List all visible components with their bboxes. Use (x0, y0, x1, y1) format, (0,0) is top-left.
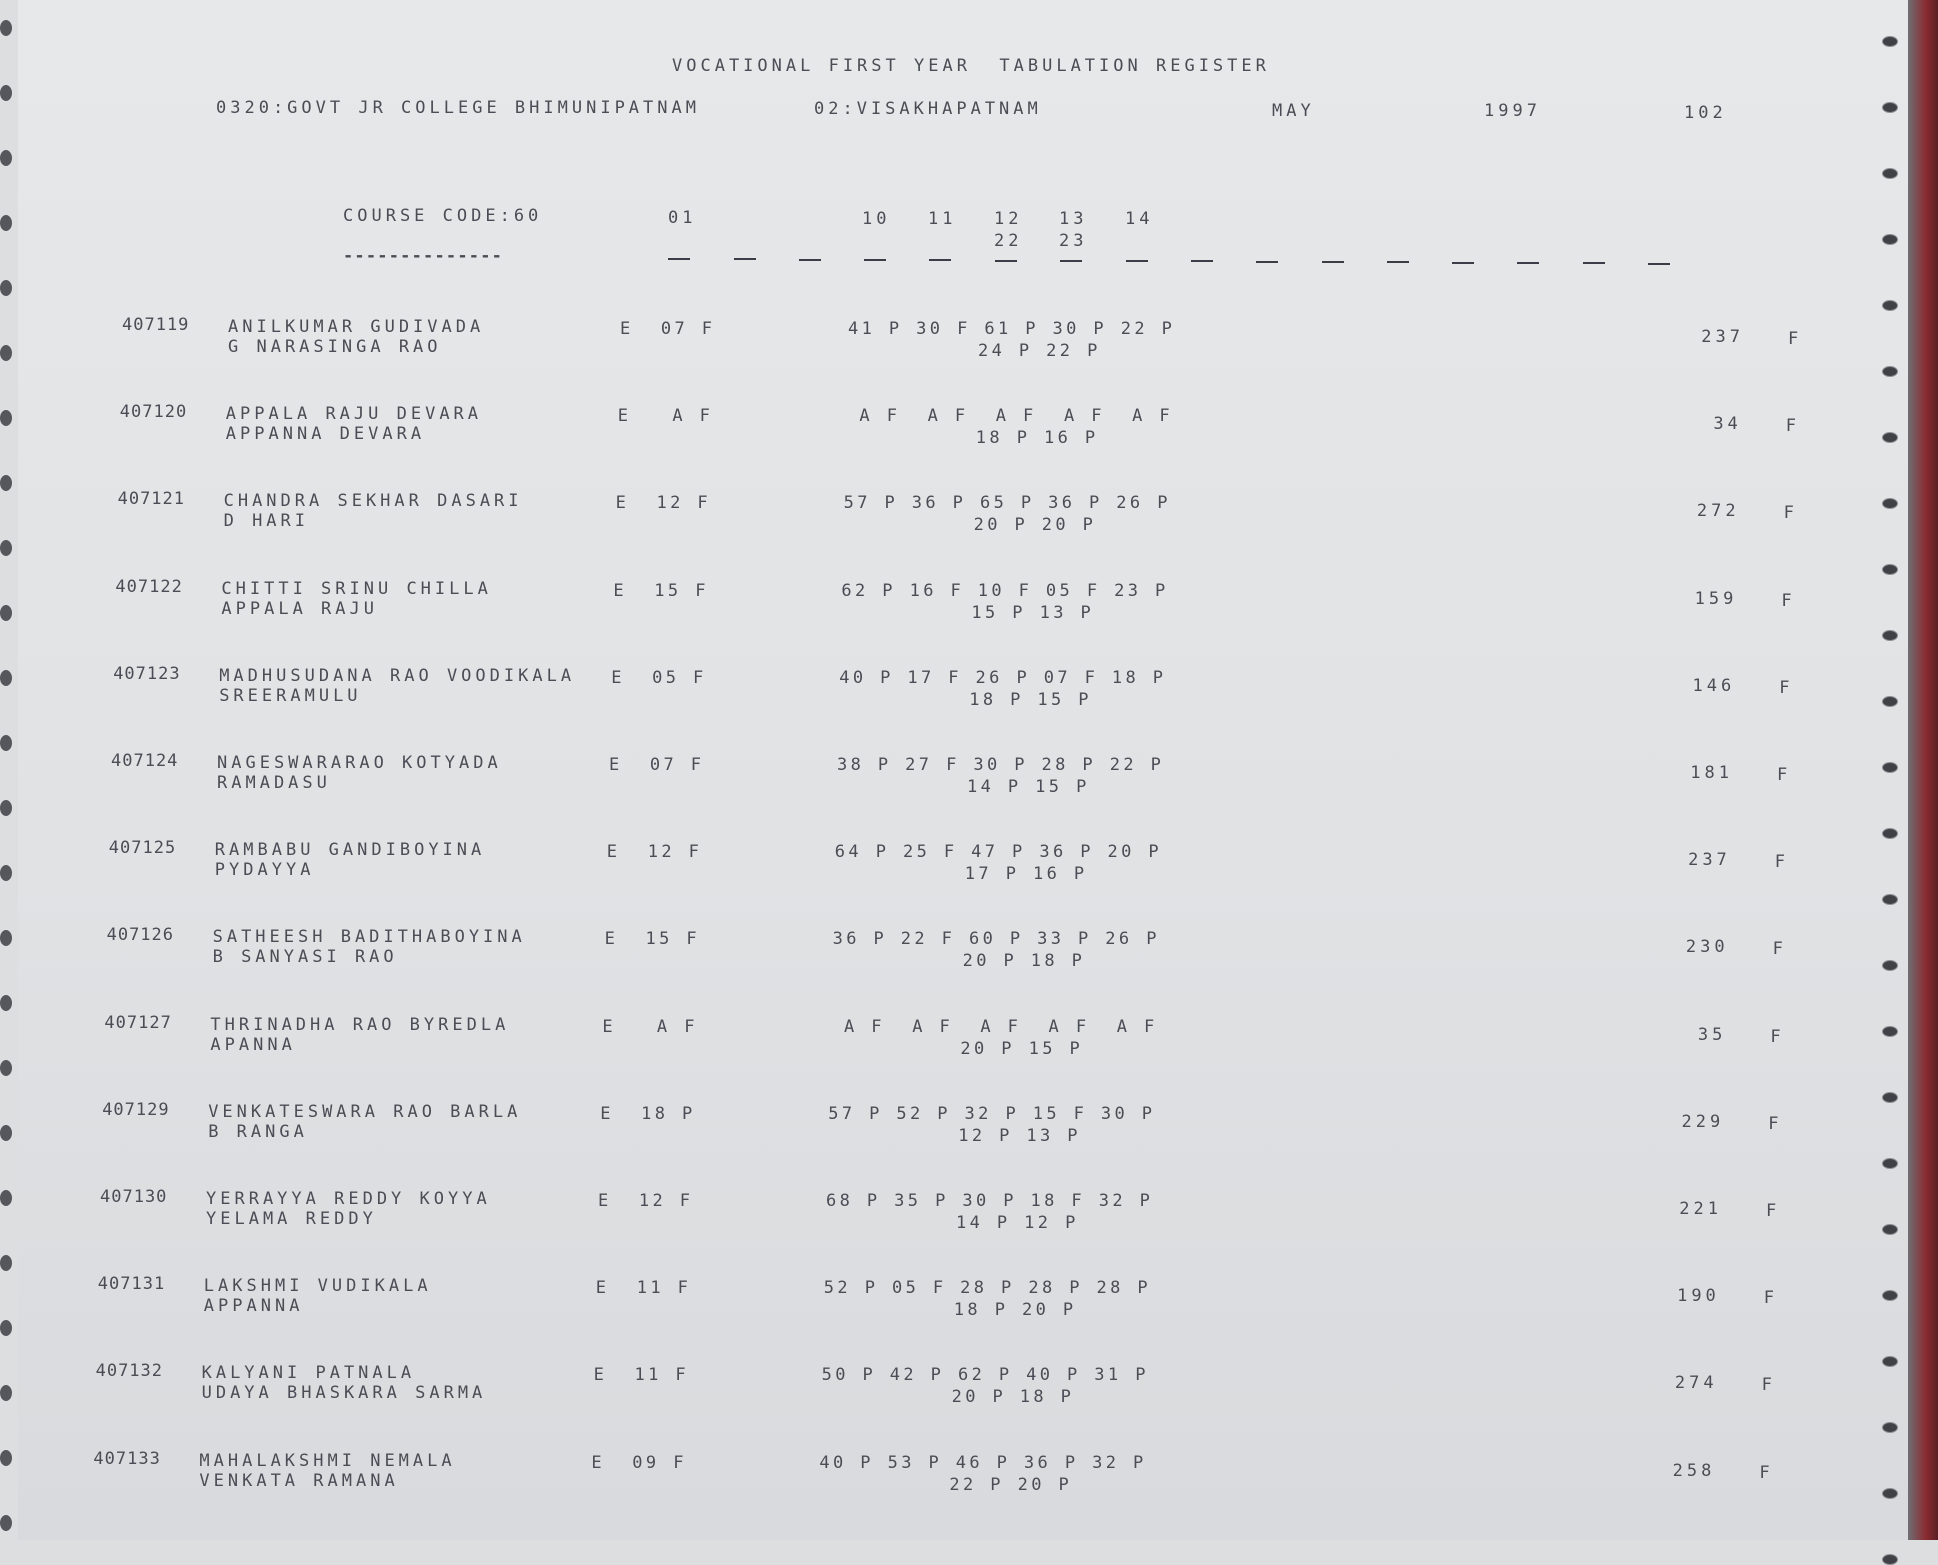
marks-line-2: 20 P 18 P (951, 1387, 1075, 1408)
column-separator-dash (1452, 262, 1474, 264)
right-feed-hole (1882, 696, 1898, 707)
right-feed-hole (1882, 36, 1898, 47)
marks-line-2: 18 P 15 P (969, 689, 1092, 710)
marks-line-2: 20 P 20 P (973, 515, 1097, 536)
marks-line-1: A F A F A F A F A F (830, 1016, 1158, 1037)
parent-name: YELAMA REDDY (206, 1209, 377, 1229)
marks-line-2: 18 P 20 P (953, 1300, 1077, 1321)
col-10: 10 (862, 209, 891, 229)
left-feed-hole (0, 215, 12, 231)
marks-line-2: 24 P 22 P (978, 341, 1101, 361)
marks-line-2: 14 P 12 P (956, 1213, 1079, 1233)
column-separator-dash (1648, 263, 1670, 265)
marks-line-1: 57 P 36 P 65 P 36 P 26 P (843, 493, 1171, 514)
course-code-underline: -------------- (343, 246, 504, 266)
left-feed-hole (0, 20, 12, 36)
total-marks: 274 (1674, 1373, 1718, 1394)
student-name: NAGESWARARAO KOTYADA (217, 753, 502, 773)
marks-line-2: 12 P 13 P (958, 1125, 1081, 1146)
column-separator-dash (864, 259, 886, 261)
left-feed-hole (0, 670, 12, 686)
subject-01-mark: E 12 F (598, 1191, 694, 1211)
roll-number: 407119 (122, 315, 190, 335)
student-name: APPALA RAJU DEVARA (225, 404, 483, 425)
left-feed-hole (0, 1450, 12, 1466)
marks-line-1: 36 P 22 F 60 P 33 P 26 P (832, 929, 1160, 950)
marks-line-1: 50 P 42 P 62 P 40 P 31 P (821, 1365, 1149, 1386)
student-name: MADHUSUDANA RAO VOODIKALA (219, 665, 576, 686)
right-feed-hole (1882, 1554, 1898, 1565)
marks-line-1: 40 P 53 P 46 P 36 P 32 P (819, 1452, 1147, 1473)
marks-line-1: 64 P 25 F 47 P 36 P 20 P (834, 842, 1163, 863)
result-status: F (1781, 590, 1796, 611)
subject-01-mark: E 12 F (606, 842, 703, 863)
marks-line-1: 57 P 52 P 32 P 15 F 30 P (828, 1103, 1156, 1124)
result-status: F (1759, 1462, 1774, 1483)
marks-line-2: 18 P 16 P (975, 428, 1099, 449)
roll-number: 407120 (119, 402, 188, 423)
left-feed-hole (0, 605, 12, 621)
parent-name: B RANGA (208, 1121, 308, 1142)
parent-name: UDAYA BHASKARA SARMA (201, 1383, 487, 1404)
marks-line-2: 15 P 13 P (971, 602, 1095, 623)
marks-line-2: 20 P 18 P (962, 951, 1086, 972)
subject-01-mark: E A F (617, 406, 714, 427)
right-feed-hole (1882, 564, 1898, 575)
subject-01-mark: E A F (602, 1016, 698, 1037)
roll-number: 407124 (111, 751, 179, 771)
col-13: 13 (1059, 209, 1088, 229)
total-marks: 229 (1681, 1111, 1725, 1132)
result-status: F (1785, 416, 1801, 437)
marks-line-2: 20 P 15 P (960, 1038, 1084, 1059)
column-separator-dash (995, 260, 1017, 262)
student-name: VENKATESWARA RAO BARLA (208, 1101, 522, 1122)
exam-month: MAY (1272, 101, 1315, 121)
roll-number: 407130 (100, 1187, 168, 1207)
total-marks: 146 (1692, 675, 1736, 696)
column-separator-dash (1517, 262, 1539, 264)
total-marks: 272 (1696, 501, 1740, 522)
right-feed-hole (1882, 1290, 1898, 1301)
right-feed-hole (1882, 366, 1898, 377)
right-feed-hole (1882, 960, 1898, 971)
student-name: SATHEESH BADITHABOYINA (212, 927, 526, 948)
marks-line-2: 14 P 15 P (967, 777, 1090, 797)
subject-01-mark: E 15 F (613, 580, 709, 601)
parent-name: APANNA (210, 1034, 296, 1055)
result-status: F (1766, 1201, 1781, 1221)
roll-number: 407121 (117, 489, 186, 510)
subject-01-mark: E 11 F (595, 1278, 692, 1299)
right-feed-hole (1882, 300, 1898, 311)
student-name: YERRAYYA REDDY KOYYA (206, 1189, 491, 1209)
column-separator-dash (668, 258, 690, 260)
subject-01-mark: E 05 F (611, 667, 707, 688)
left-feed-hole (0, 410, 12, 426)
left-feed-hole (0, 735, 12, 751)
parent-name: PYDAYYA (214, 860, 315, 881)
parent-name: APPALA RAJU (221, 598, 378, 619)
register-title: VOCATIONAL FIRST YEAR TABULATION REGISTER (672, 56, 1270, 76)
marks-line-2: 17 P 16 P (964, 864, 1088, 885)
student-name: LAKSHMI VUDIKALA (203, 1276, 432, 1297)
total-marks: 181 (1690, 763, 1733, 783)
result-status: F (1774, 852, 1790, 873)
total-marks: 190 (1677, 1286, 1720, 1307)
subject-01-mark: E 07 F (620, 319, 716, 339)
total-marks: 221 (1679, 1199, 1722, 1219)
total-marks: 258 (1672, 1460, 1716, 1481)
student-name: CHANDRA SEKHAR DASARI (223, 491, 523, 512)
marks-line-1: 40 P 17 F 26 P 07 F 18 P (839, 667, 1167, 688)
left-feed-hole (0, 800, 12, 816)
parent-name: VENKATA RAMANA (199, 1470, 399, 1491)
right-feed-hole (1882, 1158, 1898, 1169)
total-marks: 34 (1713, 414, 1742, 435)
column-separator-dash (1256, 261, 1278, 263)
right-feed-hole (1882, 234, 1898, 245)
right-feed-hole (1882, 894, 1898, 905)
right-feed-hole (1882, 102, 1898, 113)
result-status: F (1777, 765, 1792, 785)
subject-01-mark: E 11 F (593, 1365, 690, 1386)
column-separator-dash (799, 259, 821, 261)
left-feed-hole (0, 1320, 12, 1336)
right-feed-hole (1882, 828, 1898, 839)
marks-line-1: 38 P 27 F 30 P 28 P 22 P (837, 755, 1165, 775)
left-feed-hole (0, 475, 12, 491)
student-name: RAMBABU GANDIBOYINA (214, 840, 486, 861)
binder-edge (1908, 0, 1938, 1540)
left-feed-hole (0, 345, 12, 361)
column-separator-dash (1583, 262, 1605, 264)
marks-line-1: 52 P 05 F 28 P 28 P 28 P (823, 1278, 1152, 1299)
marks-line-2: 22 P 20 P (949, 1474, 1073, 1495)
total-marks: 159 (1694, 588, 1738, 609)
right-feed-hole (1882, 1026, 1898, 1037)
column-separator-dash (1126, 260, 1148, 262)
marks-line-1: 62 P 16 F 10 F 05 F 23 P (841, 580, 1169, 601)
result-status: F (1770, 1026, 1785, 1047)
result-status: F (1768, 1113, 1783, 1134)
roll-number: 407129 (102, 1099, 170, 1120)
right-feed-hole (1882, 630, 1898, 641)
right-feed-hole (1882, 1224, 1898, 1235)
col-23: 23 (1059, 231, 1088, 251)
parent-name: SREERAMULU (219, 685, 362, 706)
total-marks: 237 (1701, 327, 1744, 347)
subject-01-mark: E 07 F (609, 755, 705, 775)
column-separator-dash (1387, 261, 1409, 263)
col-14: 14 (1125, 209, 1154, 229)
total-marks: 237 (1688, 850, 1731, 871)
left-feed-hole (0, 995, 12, 1011)
right-feed-hole (1882, 498, 1898, 509)
district-name: 02:VISAKHAPATNAM (814, 99, 1042, 119)
left-feed-hole (0, 865, 12, 881)
roll-number: 407125 (108, 838, 177, 859)
parent-name: D HARI (223, 511, 310, 532)
right-feed-hole (1882, 762, 1898, 773)
result-status: F (1779, 677, 1794, 698)
left-feed-hole (0, 1515, 12, 1531)
subject-01-mark: E 18 P (600, 1103, 696, 1124)
column-separator-dash (734, 258, 756, 260)
parent-name: G NARASINGA RAO (228, 337, 442, 357)
left-feed-hole (0, 540, 12, 556)
left-feed-hole (0, 1190, 12, 1206)
roll-number: 407127 (104, 1012, 172, 1033)
parent-name: RAMADASU (217, 773, 331, 793)
left-feed-hole (0, 1125, 12, 1141)
roll-number: 407131 (97, 1274, 166, 1295)
parent-name: APPANNA DEVARA (225, 424, 426, 445)
roll-number: 407126 (106, 925, 175, 946)
result-status: F (1772, 939, 1787, 960)
exam-year: 1997 (1484, 101, 1541, 121)
roll-number: 407123 (113, 663, 181, 684)
marks-line-1: 68 P 35 P 30 P 18 F 32 P (826, 1191, 1154, 1211)
left-feed-hole (0, 930, 12, 946)
roll-number: 407133 (93, 1448, 161, 1469)
result-status: F (1763, 1288, 1779, 1309)
result-status: F (1761, 1375, 1776, 1396)
total-marks: 35 (1697, 1024, 1727, 1045)
parent-name: APPANNA (203, 1296, 304, 1317)
subject-01-mark: E 12 F (615, 493, 712, 514)
page-number: 102 (1684, 103, 1727, 123)
column-separator-dash (1060, 260, 1082, 262)
col-01: 01 (668, 208, 697, 228)
left-feed-hole (0, 1385, 12, 1401)
student-name: ANILKUMAR GUDIVADA (228, 317, 485, 337)
column-separator-dash (1322, 261, 1344, 263)
student-name: KALYANI PATNALA (201, 1363, 416, 1384)
right-feed-hole (1882, 1488, 1898, 1499)
total-marks: 230 (1685, 937, 1729, 958)
student-name: CHITTI SRINU CHILLA (221, 578, 492, 599)
col-11: 11 (928, 209, 957, 229)
student-name: MAHALAKSHMI NEMALA (199, 1450, 456, 1471)
course-code: COURSE CODE:60 (343, 206, 543, 226)
subject-01-mark: E 15 F (604, 929, 701, 950)
roll-number: 407132 (95, 1361, 164, 1382)
column-separator-dash (1191, 260, 1213, 262)
left-feed-hole (0, 280, 12, 296)
right-feed-hole (1882, 1092, 1898, 1103)
student-name: THRINADHA RAO BYREDLA (210, 1014, 510, 1035)
col-12: 12 (994, 209, 1023, 229)
right-feed-hole (1882, 168, 1898, 179)
result-status: F (1788, 329, 1803, 349)
marks-line-1: A F A F A F A F A F (845, 406, 1174, 427)
right-feed-hole (1882, 1422, 1898, 1433)
right-feed-hole (1882, 432, 1898, 443)
parent-name: B SANYASI RAO (212, 947, 398, 968)
subject-01-mark: E 09 F (591, 1452, 687, 1473)
col-22: 22 (994, 231, 1023, 251)
left-feed-hole (0, 1255, 12, 1271)
left-feed-hole (0, 1060, 12, 1076)
left-feed-hole (0, 85, 12, 101)
college-name: 0320:GOVT JR COLLEGE BHIMUNIPATNAM (216, 98, 700, 118)
right-feed-hole (1882, 1356, 1898, 1367)
result-status: F (1783, 503, 1798, 524)
left-feed-hole (0, 150, 12, 166)
column-separator-dash (929, 259, 951, 261)
roll-number: 407122 (115, 576, 183, 597)
marks-line-1: 41 P 30 F 61 P 30 P 22 P (848, 319, 1176, 339)
